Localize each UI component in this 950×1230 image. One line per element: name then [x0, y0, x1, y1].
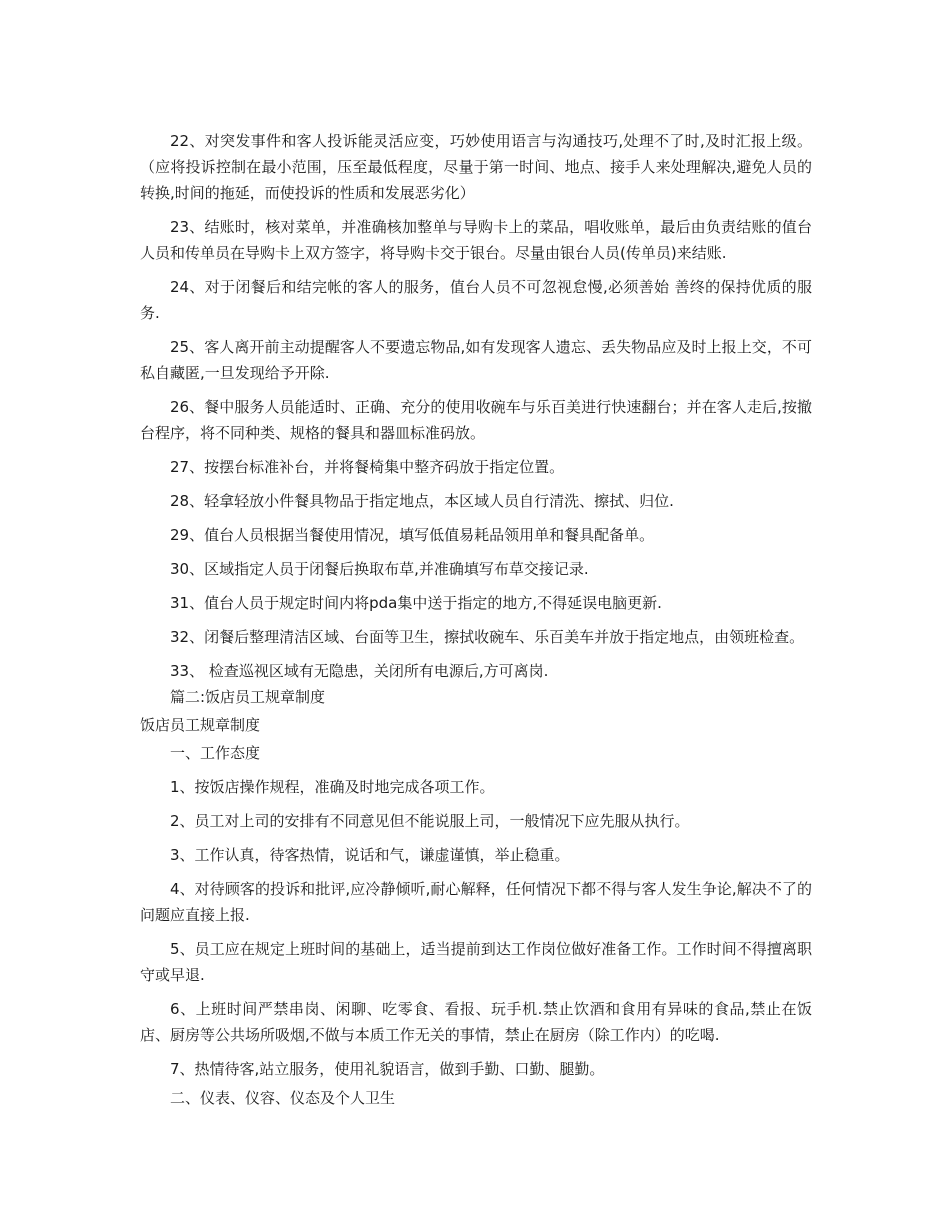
section-title-part-two: 篇二:饭店员工规章制度 [170, 688, 326, 706]
paragraph-22: 22、对突发事件和客人投诉能灵活应变，巧妙使用语言与沟通技巧,处理不了时,及时汇报上级。（应将投诉控制在最小范围，压至最低程度，尽量于第一时间、地点、接手人来处理解决,避免人员的转换,时间的拖延，而使投诉的性质和发展恶劣化） [140, 132, 812, 202]
document-page [140, 128, 812, 1111]
paragraph-24: 24、对于闭餐后和结完帐的客人的服务，值台人员不可忽视怠慢,必须善始 善终的保持优质的服务. [140, 278, 812, 322]
rule-2: 2、员工对上司的安排有不同意见但不能说服上司，一般情况下应先服从执行。 [170, 812, 690, 830]
paragraph-25: 25、客人离开前主动提醒客人不要遗忘物品,如有发现客人遗忘、丢失物品应及时上报上交，不可私自藏匿,一旦发现给予开除. [140, 338, 812, 382]
section-heading-appearance: 二、仪表、仪容、仪态及个人卫生 [170, 1089, 396, 1107]
paragraph-29: 29、值台人员根据当餐使用情况，填写低值易耗品领用单和餐具配备单。 [170, 526, 655, 544]
paragraph-31: 31、值台人员于规定时间内将pda集中送于指定的地方,不得延误电脑更新. [170, 594, 662, 612]
rule-4: 4、对待顾客的投诉和批评,应冷静倾听,耐心解释，任何情况下都不得与客人发生争论,解决不了的问题应直接上报. [140, 880, 812, 924]
rule-1: 1、按饭店操作规程，准确及时地完成各项工作。 [170, 778, 495, 796]
rule-6: 6、上班时间严禁串岗、闲聊、吃零食、看报、玩手机.禁止饮酒和食用有异味的食品,禁止在饭店、厨房等公共场所吸烟,不做与本质工作无关的事情，禁止在厨房（除工作内）的吃喝. [140, 1000, 812, 1044]
section-heading-work-attitude: 一、工作态度 [170, 744, 261, 762]
paragraph-30: 30、区域指定人员于闭餐后换取布草,并准确填写布草交接记录. [170, 560, 589, 578]
paragraph-28: 28、轻拿轻放小件餐具物品于指定地点，本区域人员自行清洗、擦拭、归位. [170, 492, 674, 510]
rule-5: 5、员工应在规定上班时间的基础上，适当提前到达工作岗位做好准备工作。工作时间不得擅离职守或早退. [140, 940, 812, 984]
paragraph-27: 27、按摆台标准补台，并将餐椅集中整齐码放于指定位置。 [170, 458, 565, 476]
paragraph-32: 32、闭餐后整理清洁区域、台面等卫生，擦拭收碗车、乐百美车并放于指定地点，由领班检查。 [170, 628, 805, 646]
rule-7: 7、热情待客,站立服务，使用礼貌语言，做到手勤、口勤、腿勤。 [170, 1060, 605, 1078]
paragraph-23: 23、结账时，核对菜单，并准确核加整单与导购卡上的菜品，唱收账单，最后由负责结账的值台人员和传单员在导购卡上双方签字，将导购卡交于银台。尽量由银台人员(传单员)来结账. [140, 218, 812, 262]
rule-3: 3、工作认真，待客热情，说话和气，谦虚谨慎，举止稳重。 [170, 846, 570, 864]
paragraph-26: 26、餐中服务人员能适时、正确、充分的使用收碗车与乐百美进行快速翻台；并在客人走后,按撤台程序，将不同种类、规格的餐具和器皿标准码放。 [140, 398, 812, 442]
paragraph-33: 33、 检查巡视区域有无隐患，关闭所有电源后,方可离岗. [170, 662, 549, 680]
document-title: 饭店员工规章制度 [140, 716, 261, 734]
